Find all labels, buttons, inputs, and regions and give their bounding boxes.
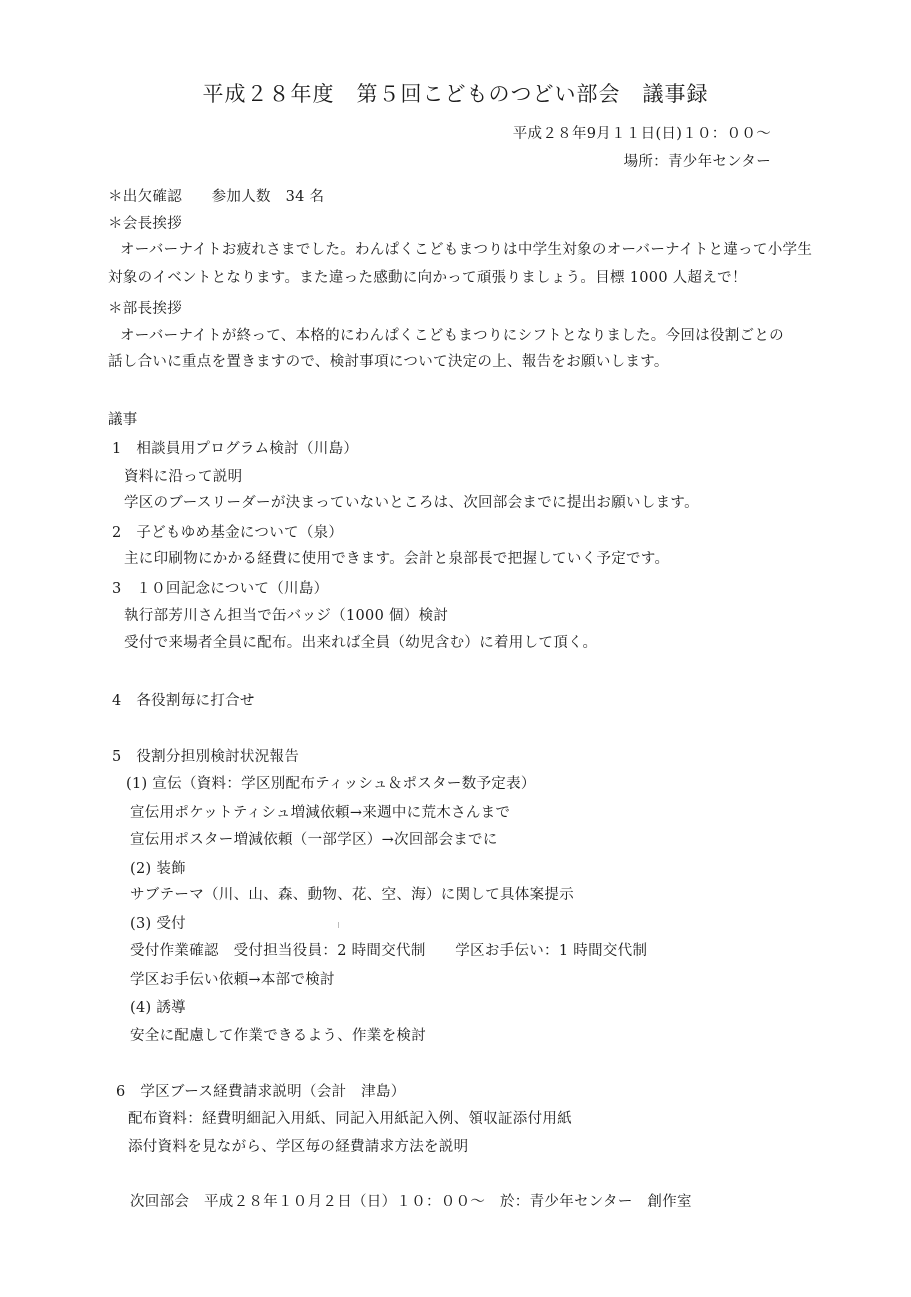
- director-greeting-heading: ＊部長挨拶: [108, 301, 182, 317]
- agenda-item-line: 受付作業確認 受付担当役員：2 時間交代制 学区お手伝い：1 時間交代制: [130, 943, 648, 959]
- agenda-item-line: (1) 宣伝（資料：学区別配布ティッシュ＆ポスター数予定表）: [126, 776, 536, 792]
- agenda-item-line: (4) 誘導: [130, 1000, 186, 1016]
- chair-greeting-line: 対象のイベントとなります。また違った感動に向かって頑張りましょう。目標 1000 人超えで！: [108, 270, 747, 286]
- agenda-item-line: 学区のブースリーダーが決まっていないところは、次回部会までに提出お願いします。: [124, 495, 699, 511]
- director-greeting-line: 話し合いに重点を置きますので、検討事項について決定の上、報告をお願いします。: [108, 354, 669, 370]
- agenda-item-title: 1 相談員用プログラム検討（川島）: [112, 441, 359, 457]
- agenda-item-line: 受付で来場者全員に配布。出来れば全員（幼児含む）に着用して頂く。: [124, 635, 598, 651]
- agenda-item-line: 宣伝用ポスター増減依頼（一部学区）→次回部会までに: [130, 832, 498, 848]
- agenda-item-line: 安全に配慮して作業できるよう、作業を検討: [130, 1028, 426, 1044]
- scan-speck: [338, 922, 339, 928]
- agenda-item-title: 2 子どもゆめ基金について（泉）: [112, 525, 344, 541]
- agenda-item-line: 添付資料を見ながら、学区毎の経費請求方法を説明: [128, 1139, 469, 1155]
- agenda-item-title: 4 各役割毎に打合せ: [112, 693, 255, 709]
- next-meeting: 次回部会 平成２８年１０月２日（日）１０：００～ 於：青少年センター 創作室: [130, 1194, 692, 1210]
- agenda-item-line: (3) 受付: [130, 916, 186, 932]
- agenda-item-line: 宣伝用ポケットティシュ増減依頼→来週中に荒木さんまで: [130, 805, 511, 821]
- agenda-item-line: 配布資料：経費明細記入用紙、同記入用紙記入例、領収証添付用紙: [128, 1111, 572, 1127]
- agenda-item-title: 3 １０回記念について（川島）: [112, 581, 329, 597]
- agenda-item-line: 執行部芳川さん担当で缶バッジ（1000 個）検討: [124, 608, 449, 624]
- agenda-item-title: 6 学区ブース経費請求説明（会計 津島）: [116, 1084, 406, 1100]
- agenda-item-line: 主に印刷物にかかる経費に使用できます。会計と泉部長で把握していく予定です。: [124, 551, 670, 567]
- agenda-heading: 議事: [108, 412, 138, 428]
- document-title: 平成２８年度 第５回こどものつどい部会 議事録: [202, 82, 709, 106]
- director-greeting-line: オーバーナイトが終って、本格的にわんぱくこどもまつりにシフトとなりました。今回は役割ごとの: [120, 328, 784, 344]
- meeting-place: 場所：青少年センター: [623, 154, 771, 170]
- chair-greeting-line: オーバーナイトお疲れさまでした。わんぱくこどもまつりは中学生対象のオーバーナイトと違って小学生: [120, 242, 813, 258]
- agenda-item-line: サブテーマ（川、山、森、動物、花、空、海）に関して具体案提示: [130, 887, 574, 903]
- attendance-heading: ＊出欠確認 参加人数 34 名: [108, 189, 325, 205]
- agenda-item-title: 5 役割分担別検討状況報告: [112, 749, 300, 765]
- agenda-item-line: 資料に沿って説明: [124, 469, 243, 485]
- meeting-date: 平成２８年9月１１日(日)１０：００～: [512, 126, 771, 142]
- chair-greeting-heading: ＊会長挨拶: [108, 216, 182, 232]
- agenda-item-line: (2) 装飾: [130, 861, 186, 877]
- agenda-item-line: 学区お手伝い依頼→本部で検討: [130, 972, 335, 988]
